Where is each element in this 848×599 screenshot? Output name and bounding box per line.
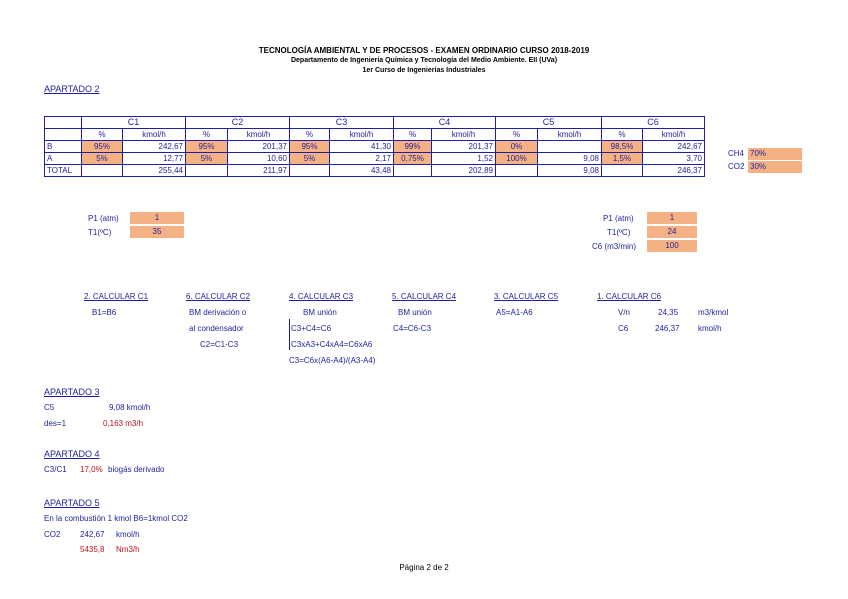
group-c1: C1 — [82, 117, 186, 129]
subheader-kmolh: kmol/h — [228, 129, 290, 141]
right-t1-value: 24 — [647, 226, 697, 238]
subheader-percent: % — [290, 129, 330, 141]
right-c6-label: C6 (m3/min) — [592, 242, 637, 251]
calc-c5-title: 3. CALCULAR C5 — [494, 292, 559, 301]
table-cell: 0,75% — [394, 153, 432, 165]
calc-c1-line: B1=B6 — [92, 308, 117, 317]
left-p1-label: P1 (atm) — [88, 214, 119, 223]
table-cell: 95% — [186, 141, 228, 153]
table-subheader-row — [45, 129, 705, 141]
table-cell: 0% — [496, 141, 538, 153]
apartado5-nm3-unit: Nm3/h — [116, 545, 140, 554]
apartado5-co2-value: 242,67 — [80, 530, 105, 539]
calc-c3-line: C3=C6x(A6-A4)/(A3-A4) — [289, 356, 376, 365]
header-course: 1er Curso de Ingenierías Industriales — [362, 67, 486, 74]
apartado3-title: APARTADO 3 — [44, 387, 100, 397]
side-co2-value: 30% — [748, 161, 802, 173]
calc-c4-line: BM unión — [398, 308, 432, 317]
table-cell — [538, 141, 602, 153]
subheader-percent: % — [496, 129, 538, 141]
calc-c1-title: 2. CALCULAR C1 — [84, 292, 149, 301]
group-c5: C5 — [496, 117, 602, 129]
right-t1-label: T1(ºC) — [607, 228, 631, 237]
table-cell: 5% — [290, 153, 330, 165]
group-c2: C2 — [186, 117, 290, 129]
calc-c6-c6-label: C6 — [618, 324, 629, 333]
table-row-b — [45, 141, 705, 153]
table-cell — [82, 165, 123, 177]
table-cell: 3,70 — [643, 153, 705, 165]
table-cell: 12,77 — [123, 153, 186, 165]
table-cell: 5% — [82, 153, 123, 165]
table-cell: 43,48 — [330, 165, 394, 177]
calc-c6-vn-unit: m3/kmol — [698, 308, 729, 317]
table-cell: 95% — [290, 141, 330, 153]
apartado5-co2-unit: kmol/h — [116, 530, 140, 539]
calc-c4-title: 5. CALCULAR C4 — [392, 292, 457, 301]
table-cell — [290, 165, 330, 177]
header-department: Departamento de Ingeniería Química y Tecnología del Medio Ambiente. EII (UVa) — [290, 57, 558, 64]
subheader-kmolh: kmol/h — [538, 129, 602, 141]
left-t1-value: 35 — [130, 226, 184, 238]
table-cell: 242,67 — [123, 141, 186, 153]
calc-c3-bracket — [289, 319, 290, 350]
apartado2-title: APARTADO 2 — [44, 84, 100, 94]
row-label: A — [45, 153, 82, 165]
table-cell: 246,37 — [643, 165, 705, 177]
subheader-percent: % — [394, 129, 432, 141]
row-label: B — [45, 141, 82, 153]
apartado4-note: biogás derivado — [108, 465, 165, 474]
table-cell — [496, 165, 538, 177]
left-t1-label: T1(ºC) — [88, 228, 112, 237]
table-cell — [186, 165, 228, 177]
calc-c6-title: 1. CALCULAR C6 — [597, 292, 662, 301]
table-cell — [394, 165, 432, 177]
calc-c3-line: BM unión — [303, 308, 337, 317]
table-cell: 202,89 — [432, 165, 496, 177]
subheader-percent: % — [186, 129, 228, 141]
calc-c2-line: BM derivación o — [189, 308, 247, 317]
subheader-kmolh: kmol/h — [123, 129, 186, 141]
subheader-kmolh: kmol/h — [643, 129, 705, 141]
side-ch4-value: 70% — [748, 148, 802, 160]
row-label: TOTAL — [45, 165, 82, 177]
apartado5-co2-label: CO2 — [44, 530, 61, 539]
calc-c6-c6-value: 246,37 — [655, 324, 680, 333]
apartado3-des-label: des=1 — [44, 419, 67, 428]
side-co2-label: CO2 — [728, 162, 745, 171]
calc-c3-line: C3+C4=C6 — [291, 324, 332, 333]
apartado3-c5-label: C5 — [44, 403, 55, 412]
table-cell: 100% — [496, 153, 538, 165]
streams-table — [44, 116, 705, 177]
calc-c2-line: al condensador — [189, 324, 244, 333]
calc-c5-line: A5=A1-A6 — [496, 308, 533, 317]
table-cell: 201,37 — [228, 141, 290, 153]
left-p1-value: 1 — [130, 212, 184, 224]
calc-c6-vn-label: V/n — [618, 308, 631, 317]
table-cell: 10,60 — [228, 153, 290, 165]
calc-c6-vn-value: 24,35 — [658, 308, 679, 317]
apartado5-title: APARTADO 5 — [44, 498, 100, 508]
group-c6: C6 — [602, 117, 705, 129]
group-c4: C4 — [394, 117, 496, 129]
right-p1-label: P1 (atm) — [603, 214, 634, 223]
calc-c3-title: 4. CALCULAR C3 — [289, 292, 354, 301]
table-cell: 5% — [186, 153, 228, 165]
table-row-total — [45, 165, 705, 177]
table-cell: 1,52 — [432, 153, 496, 165]
table-cell: 9,08 — [538, 165, 602, 177]
header-title: TECNOLOGÍA AMBIENTAL Y DE PROCESOS - EXAMEN ORDINARIO CURSO 2018-2019 — [258, 46, 590, 55]
table-group-header-row — [45, 117, 705, 129]
table-cell: 2,17 — [330, 153, 394, 165]
page-footer: Página 2 de 2 — [399, 563, 449, 572]
side-ch4-label: CH4 — [728, 149, 745, 158]
apartado4-value: 17,0% — [80, 465, 103, 474]
table-cell: 41,30 — [330, 141, 394, 153]
calc-c6-c6-unit: kmol/h — [698, 324, 722, 333]
apartado5-nm3-value: 5435,8 — [80, 545, 105, 554]
calc-c2-line: C2=C1-C3 — [200, 340, 239, 349]
table-cell — [602, 165, 643, 177]
table-row-a — [45, 153, 705, 165]
apartado4-label: C3/C1 — [44, 465, 67, 474]
group-c3: C3 — [290, 117, 394, 129]
table-cell: 99% — [394, 141, 432, 153]
table-cell: 9,08 — [538, 153, 602, 165]
apartado5-note: En la combustión 1 kmol B6=1kmol CO2 — [44, 514, 188, 523]
subheader-percent: % — [82, 129, 123, 141]
subheader-kmolh: kmol/h — [432, 129, 496, 141]
apartado3-des-value: 0,163 m3/h — [103, 419, 144, 428]
apartado3-c5-value: 9,08 kmol/h — [109, 403, 151, 412]
table-cell: 255,44 — [123, 165, 186, 177]
right-p1-value: 1 — [647, 212, 697, 224]
apartado4-title: APARTADO 4 — [44, 449, 100, 459]
table-cell: 98,5% — [602, 141, 643, 153]
calc-c4-line: C4=C6-C3 — [393, 324, 432, 333]
table-cell: 201,37 — [432, 141, 496, 153]
subheader-kmolh: kmol/h — [330, 129, 394, 141]
table-cell: 211,97 — [228, 165, 290, 177]
subheader-percent: % — [602, 129, 643, 141]
table-cell: 242,67 — [643, 141, 705, 153]
table-cell: 1,5% — [602, 153, 643, 165]
table-cell: 95% — [82, 141, 123, 153]
calc-c3-line: C3xA3+C4xA4=C6xA6 — [291, 340, 373, 349]
calc-c2-title: 6. CALCULAR C2 — [186, 292, 251, 301]
right-c6-value: 100 — [647, 240, 697, 252]
